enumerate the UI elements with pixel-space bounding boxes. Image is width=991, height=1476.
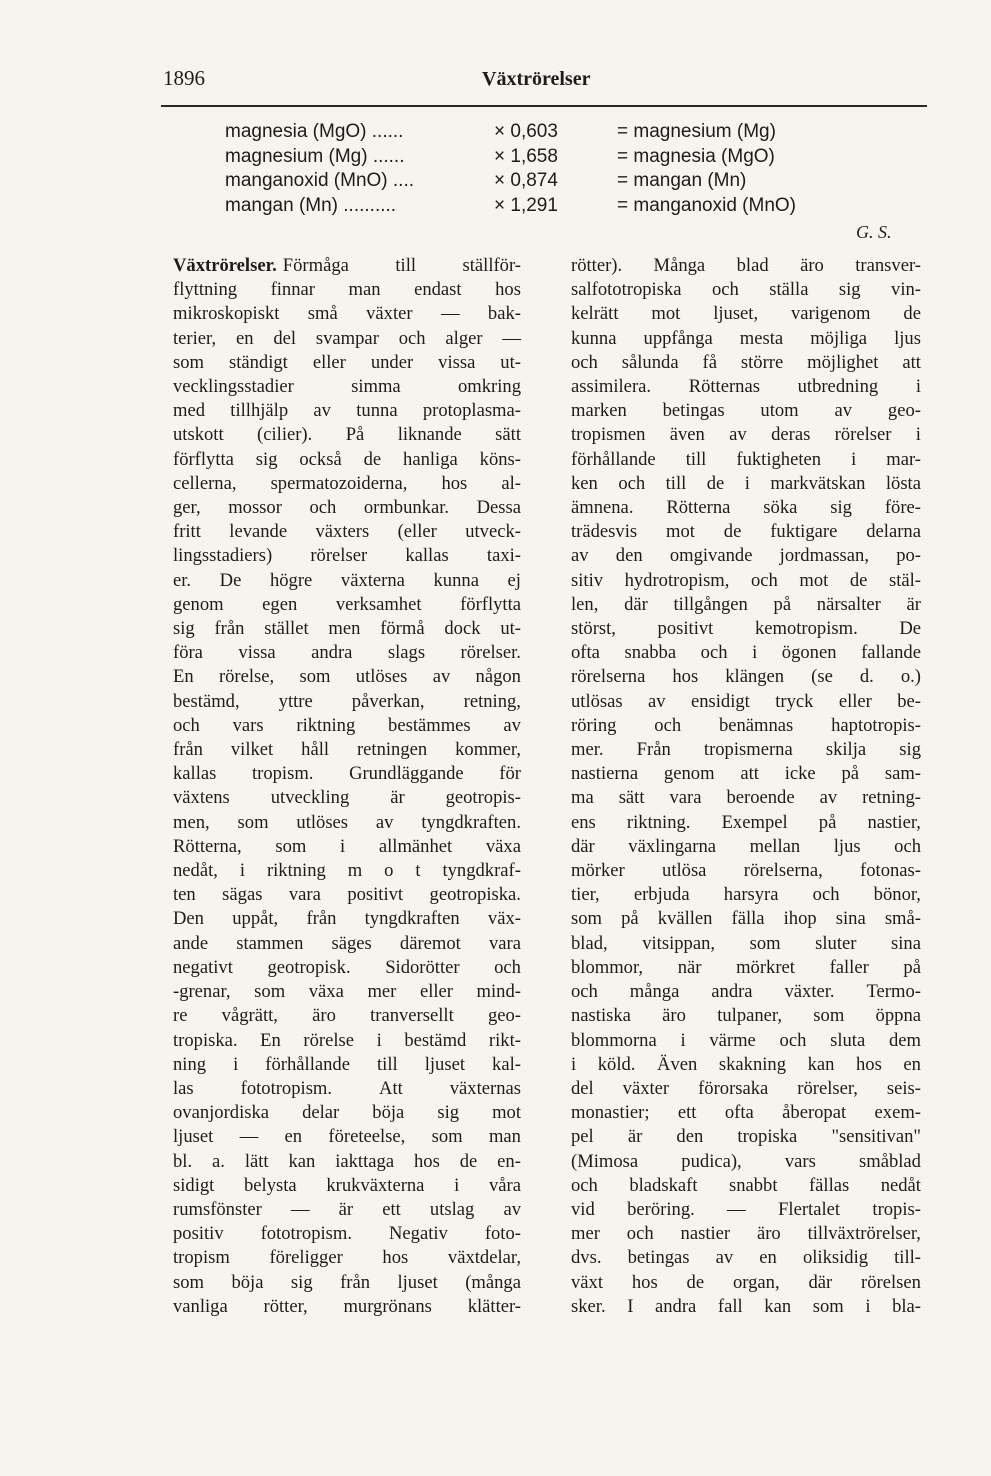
text-line xyxy=(173,1198,521,1222)
text-line xyxy=(571,1246,921,1270)
text-line xyxy=(173,569,521,593)
text-line xyxy=(571,1004,921,1028)
text-line xyxy=(173,351,521,375)
text-line xyxy=(571,472,921,496)
text-line-content: re vågrätt, äro tranversellt geo- xyxy=(173,1005,521,1027)
conversion-row xyxy=(225,169,796,194)
text-line xyxy=(173,714,521,738)
text-line xyxy=(173,811,521,835)
text-line-content: trädesvis mot de fuktigare delarna xyxy=(571,521,921,543)
text-line-content: ofta snabba och i ögonen fallande xyxy=(571,642,921,664)
text-line-content: Den uppåt, från tyngdkraften väx- xyxy=(173,908,521,930)
text-line-content: er. De högre växterna kunna ej xyxy=(173,569,521,591)
text-line-content: Rötterna, som i allmänhet växa xyxy=(173,835,521,857)
text-line-content: lingsstadiers) rörelser kallas taxi- xyxy=(173,545,521,567)
conversion-result: = manganoxid (MnO) xyxy=(617,194,796,216)
text-line xyxy=(173,593,521,617)
text-line-content: negativt geotropisk. Sidorötter och xyxy=(173,956,521,978)
text-line xyxy=(173,617,521,641)
text-line xyxy=(173,544,521,568)
article-headword: Växtrörelser. xyxy=(173,255,277,276)
author-signature: G. S. xyxy=(856,222,892,242)
text-line-content: fritt levande växters (eller utveck- xyxy=(173,521,521,543)
conversion-row xyxy=(225,194,796,219)
running-head: Växtrörelser xyxy=(482,68,591,90)
text-line-content: som böja sig från ljuset (många xyxy=(173,1271,521,1293)
text-line-content: (Mimosa pudica), vars småblad xyxy=(571,1150,921,1172)
text-line xyxy=(571,1174,921,1198)
article-left-column xyxy=(173,254,521,1319)
text-line-content: ten sägas vara positivt geotropiska. xyxy=(173,884,521,906)
text-line xyxy=(173,1053,521,1077)
text-line xyxy=(571,375,921,399)
text-line-content: sker. I andra fall kan som i bla- xyxy=(571,1295,921,1317)
conversion-result: = magnesium (Mg) xyxy=(617,121,776,142)
conversion-row xyxy=(225,120,796,145)
text-line-content: rötter). Många blad äro transver- xyxy=(571,255,921,276)
text-line-content: i köld. Även skakning kan hos en xyxy=(571,1053,921,1075)
text-line-content: mörker utlösa rörelserna, fotonas- xyxy=(571,860,921,882)
text-line-content: mer. Från tropismerna skilja sig xyxy=(571,739,921,761)
text-line-content: terier, en del svampar och alger — xyxy=(173,327,521,349)
text-line-content: positiv fototropism. Negativ foto- xyxy=(173,1223,521,1245)
text-line-content: vecklingsstadier simma omkring xyxy=(173,376,521,398)
text-line xyxy=(173,1222,521,1246)
text-line-content: genom egen verksamhet förflytta xyxy=(173,593,521,615)
text-line xyxy=(173,1101,521,1125)
text-line xyxy=(173,956,521,980)
text-line xyxy=(571,617,921,641)
text-line-content: sitiv hydrotropism, och mot de stäl- xyxy=(571,569,921,591)
text-line-content: ljuset — en företeelse, som man xyxy=(173,1126,521,1148)
text-line-content: förflytta sig också de hanliga köns- xyxy=(173,448,521,470)
text-line-content: ning i förhållande till ljuset kal- xyxy=(173,1053,521,1075)
text-line xyxy=(571,932,921,956)
text-line xyxy=(173,980,521,1004)
text-line xyxy=(173,1004,521,1028)
text-line xyxy=(571,569,921,593)
text-line-content: sig från stället men förmå dock ut- xyxy=(173,618,521,640)
text-line-content: blommor, när mörkret faller på xyxy=(571,956,921,978)
conversion-result: = magnesia (MgO) xyxy=(617,145,775,167)
text-line-content: där växlingarna mellan ljus och xyxy=(571,835,921,857)
text-line xyxy=(173,932,521,956)
text-line xyxy=(173,1295,521,1319)
text-line-content: kelrätt mot ljuset, varigenom de xyxy=(571,303,921,325)
text-line-content: ma sätt vara beroende av retning- xyxy=(571,787,921,809)
conversion-table xyxy=(225,120,796,218)
text-line xyxy=(173,1125,521,1149)
text-line xyxy=(173,1174,521,1198)
conversion-substance: manganoxid (MnO) .... xyxy=(225,170,415,191)
text-line-content: vid beröring. — Flertalet tropis- xyxy=(571,1198,921,1220)
text-line-content: ger, mossor och ormbunkar. Dessa xyxy=(173,497,521,519)
conversion-substance: mangan (Mn) .......... xyxy=(225,194,397,216)
text-line xyxy=(571,1077,921,1101)
text-line xyxy=(571,956,921,980)
text-line xyxy=(173,520,521,544)
text-line xyxy=(571,1150,921,1174)
header-rule xyxy=(161,105,927,107)
text-line xyxy=(571,327,921,351)
text-line-content: tropiska. En rörelse i bestämd rikt- xyxy=(173,1029,521,1051)
text-line xyxy=(173,641,521,665)
text-line-content: len, där tillgången på närsalter är xyxy=(571,593,921,615)
text-line xyxy=(571,762,921,786)
text-line xyxy=(571,714,921,738)
text-line xyxy=(571,254,921,278)
text-line xyxy=(173,423,521,447)
text-line-content: växt hos de organ, där rörelsen xyxy=(571,1271,921,1293)
text-line-content: sidigt belysta krukväxterna i våra xyxy=(173,1174,521,1196)
text-line-content: kallas tropism. Grundläggande för xyxy=(173,763,521,785)
text-line-content: nastiska äro tulpaner, som öppna xyxy=(571,1005,921,1027)
text-line xyxy=(571,423,921,447)
text-line-content: flyttning finnar man endast hos xyxy=(173,279,521,301)
text-line xyxy=(173,762,521,786)
text-line-content: blad, vitsippan, som sluter sina xyxy=(571,932,921,954)
text-line-content: föra vissa andra slags rörelser. xyxy=(173,642,521,664)
text-line xyxy=(571,520,921,544)
text-line-content: ovanjordiska delar böja sig mot xyxy=(173,1102,521,1124)
text-line xyxy=(571,1295,921,1319)
text-line-content: utlösas av ensidigt tryck eller be- xyxy=(571,690,921,712)
conversion-factor: × 0,603 xyxy=(494,121,558,142)
text-line-content: ken och till de i markvätskan lösta xyxy=(571,472,921,494)
page-number: 1896 xyxy=(163,66,205,90)
text-line-content: las fototropism. Att växternas xyxy=(173,1077,521,1099)
text-line-content: mer och nastier äro tillväxtrörelser, xyxy=(571,1223,921,1245)
text-line xyxy=(571,907,921,931)
text-line xyxy=(173,665,521,689)
text-line xyxy=(571,1101,921,1125)
conversion-factor: × 1,658 xyxy=(494,145,558,167)
text-line xyxy=(173,835,521,859)
text-line-content: som på kvällen fälla ihop sina små- xyxy=(571,908,921,930)
text-line-content: tropism föreligger hos växtdelar, xyxy=(173,1247,521,1269)
text-line-content: av den omgivande jordmassan, po- xyxy=(571,545,921,567)
text-line xyxy=(571,302,921,326)
text-line-content: mikroskopiskt små växter — bak- xyxy=(173,303,521,325)
text-line-content: nedåt, i riktning m o t tyngdkraf- xyxy=(173,860,521,882)
conversion-factor: × 1,291 xyxy=(494,194,558,216)
conversion-result: = mangan (Mn) xyxy=(617,170,747,191)
text-line-content: salfototropiska och ställa sig vin- xyxy=(571,279,921,301)
text-line-content: och sålunda få större möjlighet att xyxy=(571,351,921,373)
text-line xyxy=(571,399,921,423)
text-line xyxy=(571,980,921,1004)
text-line-content: ämnena. Rötterna söka sig före- xyxy=(571,497,921,519)
text-line xyxy=(173,448,521,472)
text-line-content: rumsfönster — är ett utslag av xyxy=(173,1198,521,1220)
text-line-content: bestämd, yttre påverkan, retning, xyxy=(173,690,521,712)
text-line-content: förhållande till fuktigheten i mar- xyxy=(571,448,921,470)
text-line xyxy=(571,351,921,375)
text-line xyxy=(173,302,521,326)
text-line xyxy=(173,907,521,931)
text-line-content: rörelserna hos klängen (se d. o.) xyxy=(571,666,921,688)
text-line xyxy=(173,1077,521,1101)
text-line xyxy=(571,738,921,762)
text-line xyxy=(173,1029,521,1053)
text-line xyxy=(571,1271,921,1295)
text-line xyxy=(173,786,521,810)
text-line-content: bl. a. lätt kan iakttaga hos de en- xyxy=(173,1150,521,1172)
text-line-content: störst, positivt kemotropism. De xyxy=(571,618,921,640)
text-line-content: kunna uppfånga mesta möjliga ljus xyxy=(571,327,921,349)
text-line-content: marken betingas utom av geo- xyxy=(571,400,921,422)
text-line xyxy=(571,448,921,472)
text-line xyxy=(571,883,921,907)
text-line-content: och många andra växter. Termo- xyxy=(571,981,921,1003)
text-line xyxy=(173,496,521,520)
text-line xyxy=(571,1029,921,1053)
conversion-factor: × 0,874 xyxy=(494,170,558,191)
text-line-content: från vilket håll retningen kommer, xyxy=(173,739,521,761)
text-line xyxy=(571,811,921,835)
text-line-content: dvs. betingas av en oliksidig till- xyxy=(571,1247,921,1269)
text-line-content: ande stammen säges däremot vara xyxy=(173,932,521,954)
text-line-content: med tillhjälp av tunna protoplasma- xyxy=(173,400,521,422)
text-line-content: tropismen även av deras rörelser i xyxy=(571,424,921,446)
text-line-content: utskott (cilier). På liknande sätt xyxy=(173,424,521,446)
text-line-content: blommorna i värme och sluta dem xyxy=(571,1029,921,1051)
text-line-content: monastier; ett ofta åberopat exem- xyxy=(571,1102,921,1124)
text-line-content: och vars riktning bestämmes av xyxy=(173,714,521,736)
text-line xyxy=(571,835,921,859)
text-line-content: del växter förorsaka rörelser, seis- xyxy=(571,1077,921,1099)
text-line-content: som ständigt eller under vissa ut- xyxy=(173,351,521,373)
conversion-substance: magnesia (MgO) ...... xyxy=(225,121,404,142)
text-line xyxy=(571,544,921,568)
text-line xyxy=(571,1198,921,1222)
text-line-content: röring och benämnas haptotropis- xyxy=(571,714,921,736)
text-line-content: assimilera. Rötternas utbredning i xyxy=(571,376,921,398)
text-line xyxy=(571,641,921,665)
text-line xyxy=(173,399,521,423)
text-line xyxy=(173,883,521,907)
text-line-content: nastierna genom att icke på sam- xyxy=(571,763,921,785)
text-line-content: En rörelse, som utlöses av någon xyxy=(173,666,521,688)
text-line xyxy=(571,665,921,689)
text-line xyxy=(571,278,921,302)
text-line xyxy=(173,1150,521,1174)
text-line xyxy=(173,472,521,496)
text-line xyxy=(173,1246,521,1270)
text-line xyxy=(571,496,921,520)
article-right-column xyxy=(571,254,921,1319)
text-line-content: Förmåga till ställför- xyxy=(282,255,521,276)
text-line xyxy=(571,593,921,617)
text-line-content: -grenar, som växa mer eller mind- xyxy=(173,981,521,1003)
text-line-content: tier, erbjuda harsyra och bönor, xyxy=(571,884,921,906)
text-line xyxy=(571,859,921,883)
text-line xyxy=(173,738,521,762)
text-line xyxy=(173,278,521,302)
text-line-content: cellerna, spermatozoiderna, hos al- xyxy=(173,472,521,494)
conversion-substance: magnesium (Mg) ...... xyxy=(225,145,405,167)
text-line xyxy=(173,690,521,714)
text-line xyxy=(571,1053,921,1077)
text-line xyxy=(571,1222,921,1246)
text-line-content: ens riktning. Exempel på nastier, xyxy=(571,811,921,833)
text-line xyxy=(571,786,921,810)
text-line-content: växtens utveckling är geotropis- xyxy=(173,787,521,809)
text-line xyxy=(173,375,521,399)
conversion-row xyxy=(225,145,796,170)
text-line xyxy=(571,690,921,714)
text-line xyxy=(173,327,521,351)
text-line-content: vanliga rötter, murgrönans klätter- xyxy=(173,1295,521,1317)
text-line-content: och bladskaft snabbt fällas nedåt xyxy=(571,1174,921,1196)
text-line-content: pel är den tropiska "sensitivan" xyxy=(571,1126,921,1148)
text-line-content: men, som utlöses av tyngdkraften. xyxy=(173,811,521,833)
text-line xyxy=(173,859,521,883)
text-line xyxy=(173,1271,521,1295)
text-line xyxy=(173,254,521,278)
text-line xyxy=(571,1125,921,1149)
